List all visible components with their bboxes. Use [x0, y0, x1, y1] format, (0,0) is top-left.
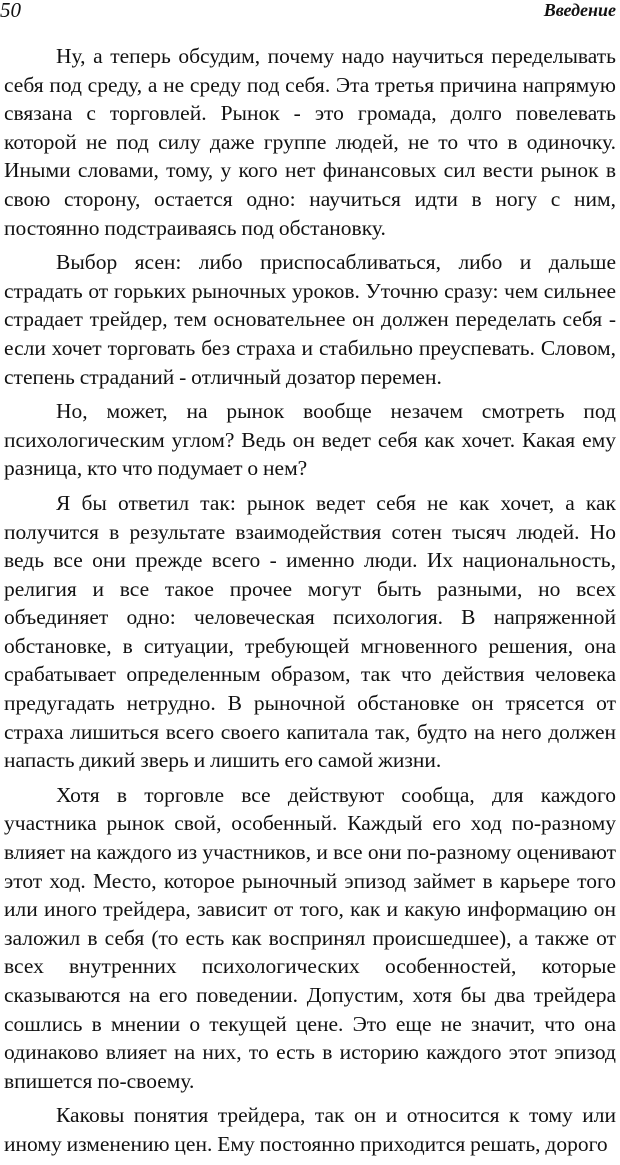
page-header [0, 0, 620, 24]
paragraph: Выбор ясен: либо приспосабливаться, либо и дальше страдать от горьких рыночных уроков. Уточню сразу: чем сильнее страдает трейдер, тем основательнее он должен переделать себя - если хочет торговать без страха и стабильно преуспевать. Словом, степень страданий - отличный дозатор перемен. [4, 250, 616, 389]
running-head: Введение [543, 0, 616, 20]
paragraph: Я бы ответил так: рынок ведет себя не как хочет, а как получится в результате взаимодействия сотен тысяч людей. Но ведь все они прежде всего - именно люди. Их национальность, религия и все такое прочее могут быть разными, но всех объединяет одно: человеческая психология. В напряженной обстановке, в ситуации, требующей мгновенного решения, она срабатывает определенным образом, так что действия человека предугадать нетрудно. В рыночной обстановке он трясется от страха лишиться всего своего капитала так, будто на него должен напасть дикий зверь и лишить его самой жизни. [4, 490, 616, 773]
paragraph: Каковы понятия трейдера, так он и относится к тому или иному изменению цен. Ему постоянно приходится решать, дорого [4, 1103, 616, 1156]
body-text [4, 42, 616, 1165]
paragraph: Ну, а теперь обсудим, почему надо научиться переделывать себя под среду, а не среду под себя. Эта третья причина напрямую связана с торговлей. Рынок - это громада, долго повелевать которой не под силу даже группе людей, не то что в одиночку. Иными словами, тому, у кого нет финансовых сил вести рынок в свою сторону, остается одно: научиться идти в ногу с ним, постоянно подстраиваясь под обстановку. [4, 44, 616, 240]
paragraph: Но, может, на рынок вообще незачем смотреть под психологическим углом? Ведь он ведет себя как хочет. Какая ему разница, кто что подумает о нем? [4, 399, 616, 481]
paragraph: Хотя в торговле все действуют сообща, для каждого участника рынок свой, особенный. Каждый его ход по-разному влияет на каждого из участников, и все они по-разному оценивают этот ход. Место, которое рыночный эпизод займет в карьере того или иного трейдера, зависит от того, как и какую информацию он заложил в себя (то есть как воспринял происшедшее), а также от всех внутренних психологических особенностей, которые сказываются на его поведении. Допустим, хотя бы два трейдера сошлись в мнении о текущей цене. Это еще не значит, что она одинаково влияет на них, то есть в историю каждого этот эпизод впишется по-своему. [4, 782, 616, 1093]
page-number: 50 [0, 0, 21, 22]
